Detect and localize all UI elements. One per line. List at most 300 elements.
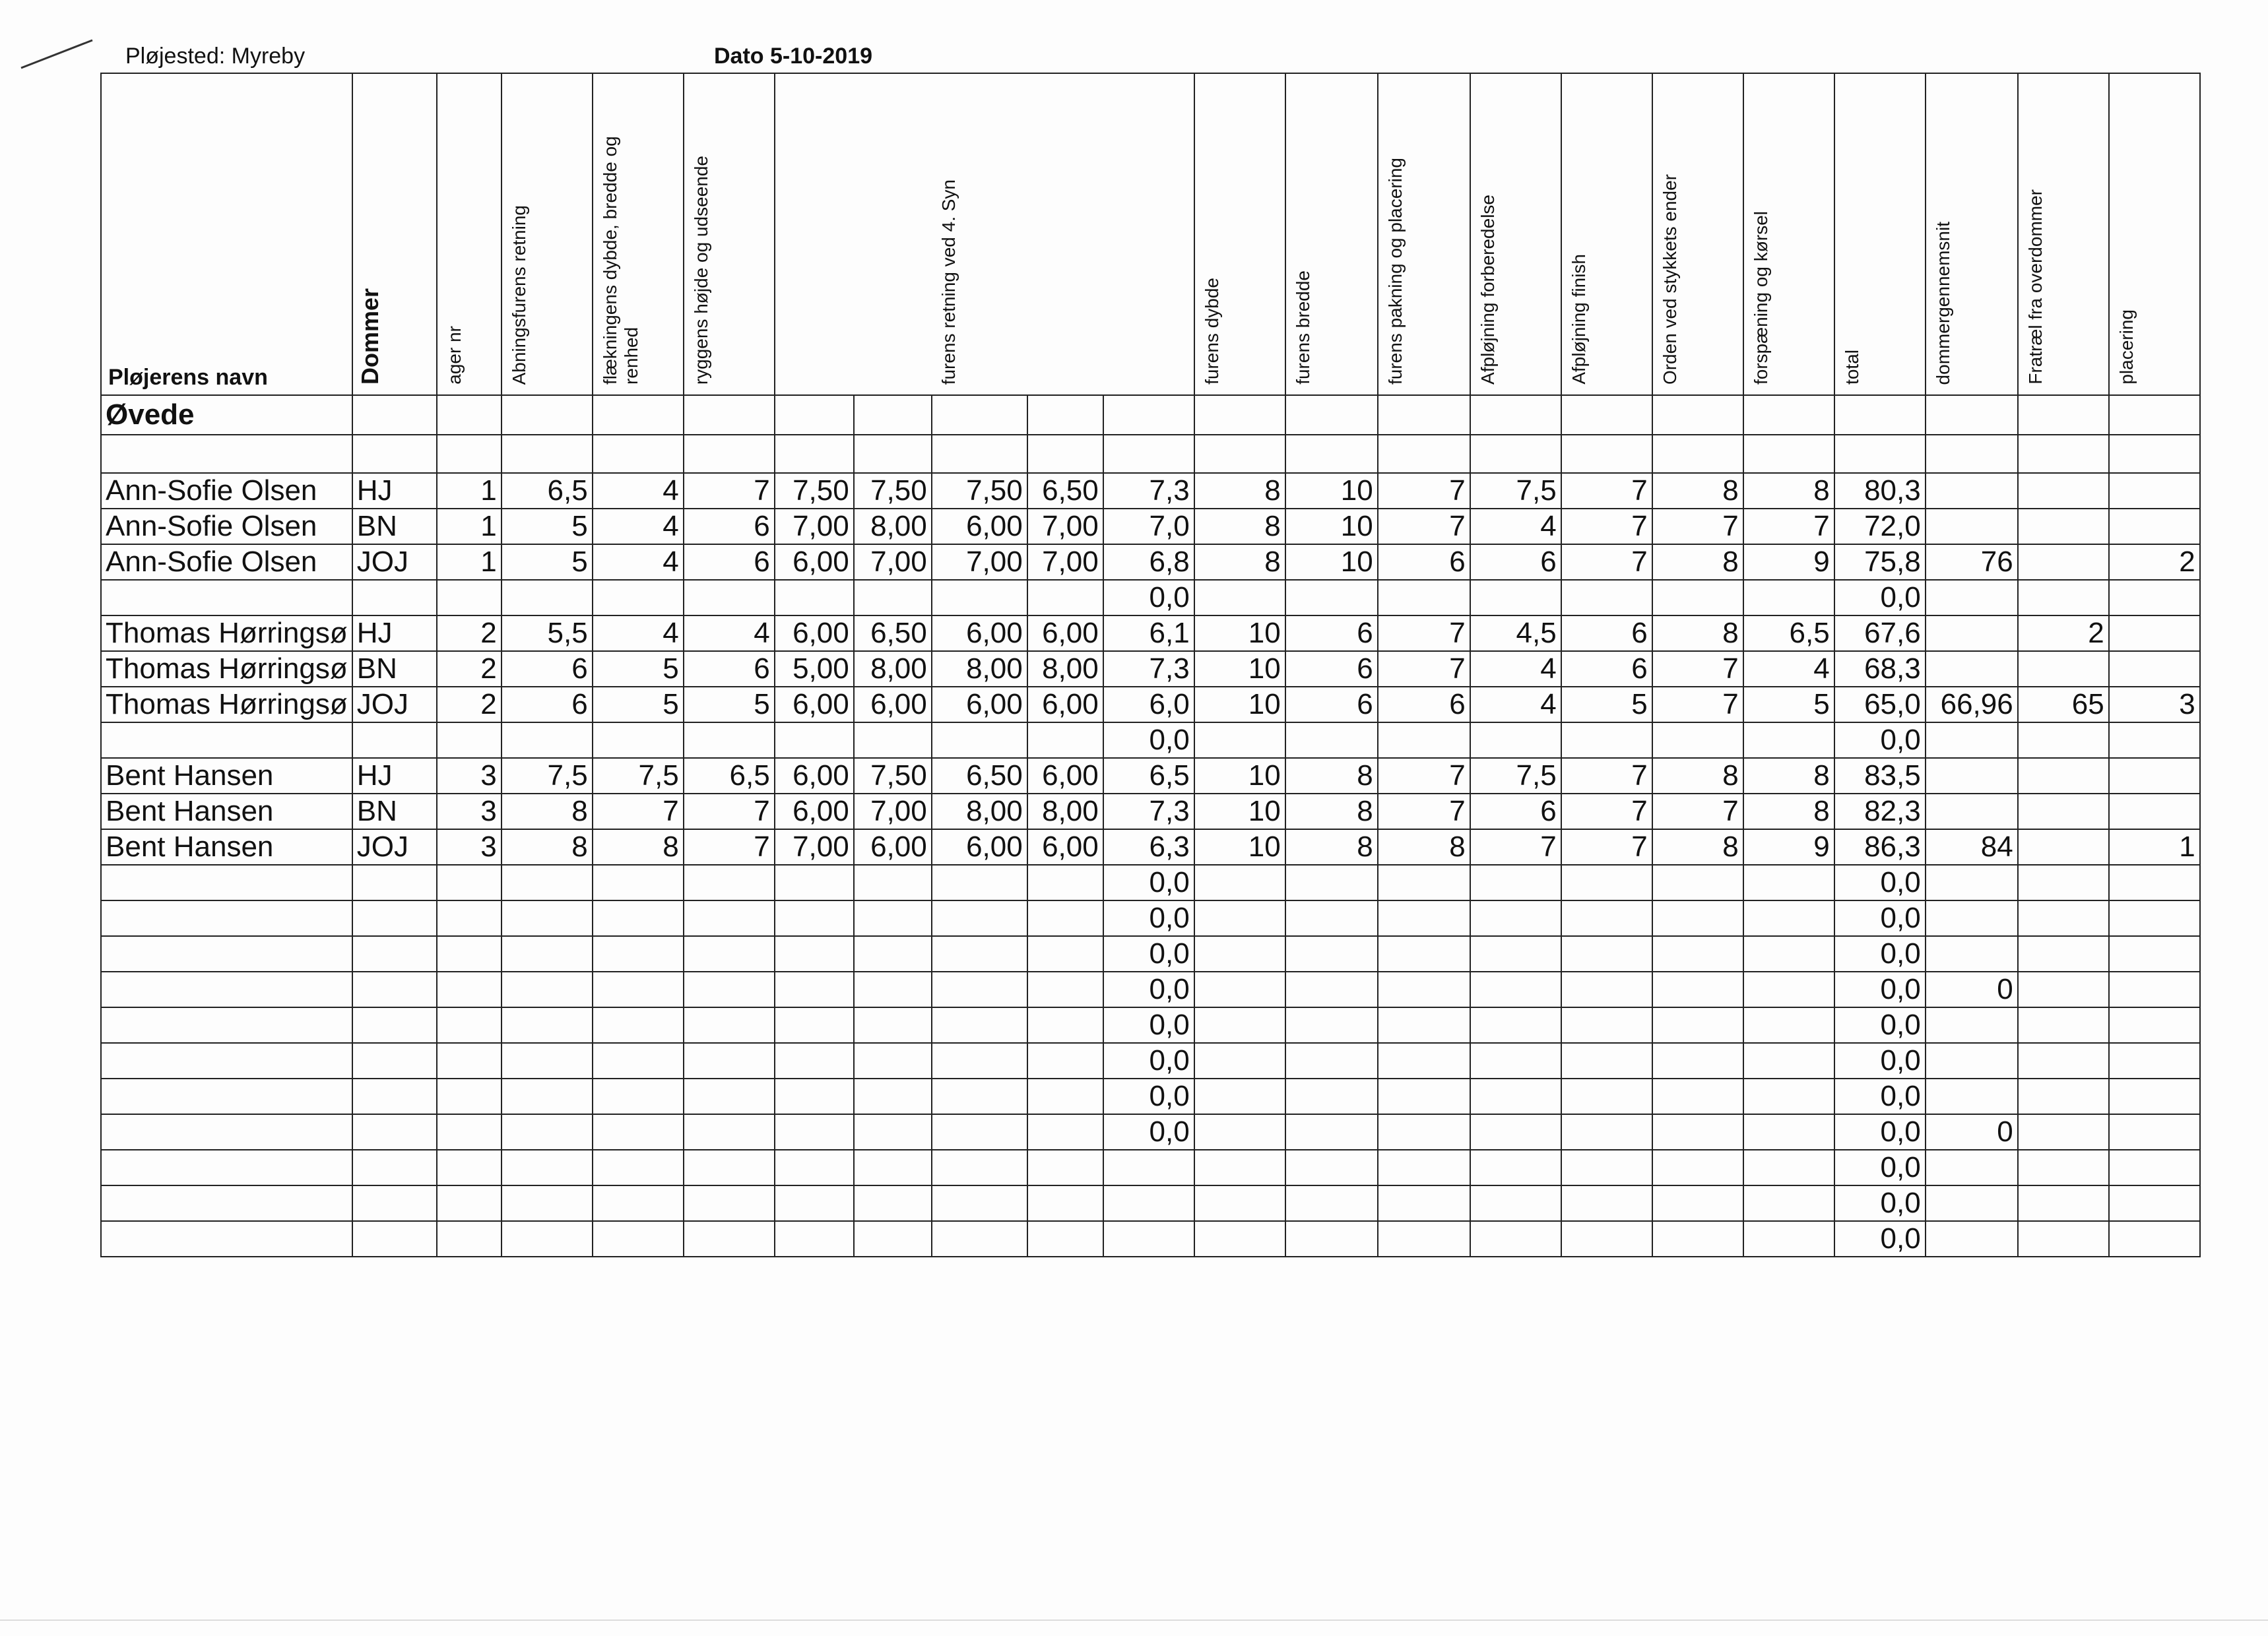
cell-score: 6 bbox=[1285, 615, 1378, 651]
cell-score bbox=[1470, 1221, 1561, 1257]
table-row bbox=[101, 722, 2200, 758]
section-title: Øvede bbox=[101, 395, 352, 435]
cell-score bbox=[1470, 972, 1561, 1007]
cell-score bbox=[1378, 900, 1470, 936]
cell-score bbox=[593, 1007, 684, 1043]
cell-score: 3 bbox=[2109, 687, 2200, 722]
cell-score: 7 bbox=[1561, 473, 1652, 509]
table-row bbox=[101, 1043, 2200, 1079]
table-row bbox=[101, 865, 2200, 900]
cell-judge bbox=[352, 1114, 437, 1150]
cell-score bbox=[1926, 580, 2018, 615]
cell-judge: JOJ bbox=[352, 829, 437, 865]
cell-score: 8 bbox=[1743, 758, 1834, 794]
cell-score: 6,5 bbox=[1103, 758, 1194, 794]
cell-judge bbox=[352, 722, 437, 758]
cell-score: 7 bbox=[593, 794, 684, 829]
cell-score bbox=[1103, 1221, 1194, 1257]
cell-score bbox=[593, 1043, 684, 1079]
spacer-row bbox=[101, 435, 2200, 473]
cell-name bbox=[101, 972, 352, 1007]
cell-score: 8 bbox=[1652, 544, 1743, 580]
cell-score: 8 bbox=[1285, 794, 1378, 829]
cell-score bbox=[437, 1114, 502, 1150]
cell-score: 0 bbox=[1926, 1114, 2018, 1150]
cell-score: 6 bbox=[1285, 687, 1378, 722]
cell-score bbox=[1743, 1079, 1834, 1114]
cell-score bbox=[684, 1007, 775, 1043]
cell-score bbox=[437, 900, 502, 936]
cell-name bbox=[101, 865, 352, 900]
cell-score: 0 bbox=[1926, 972, 2018, 1007]
cell-score bbox=[1926, 615, 2018, 651]
cell-score bbox=[593, 865, 684, 900]
cell-score bbox=[775, 1114, 854, 1150]
cell-score bbox=[1285, 972, 1378, 1007]
score-rows bbox=[101, 473, 2200, 1257]
cell-score: 7 bbox=[1561, 544, 1652, 580]
cell-score: 82,3 bbox=[1834, 794, 1926, 829]
date-label: Dato 5-10-2019 bbox=[714, 44, 873, 69]
cell-score bbox=[932, 865, 1027, 900]
cell-score: 6 bbox=[684, 509, 775, 544]
cell-score: 7,00 bbox=[1027, 509, 1103, 544]
cell-score: 7,0 bbox=[1103, 509, 1194, 544]
cell-score bbox=[1027, 1114, 1103, 1150]
cell-score: 4 bbox=[684, 615, 775, 651]
cell-score: 7 bbox=[1561, 794, 1652, 829]
cell-score: 6,00 bbox=[932, 829, 1027, 865]
cell-name bbox=[101, 580, 352, 615]
cell-score: 6,00 bbox=[932, 687, 1027, 722]
cell-score bbox=[932, 1150, 1027, 1185]
cell-score bbox=[854, 1114, 932, 1150]
cell-score bbox=[1194, 1114, 1285, 1150]
cell-score bbox=[932, 900, 1027, 936]
cell-score bbox=[2018, 865, 2109, 900]
cell-score: 5 bbox=[593, 687, 684, 722]
cell-score bbox=[1378, 1079, 1470, 1114]
cell-score bbox=[437, 936, 502, 972]
cell-score bbox=[1378, 1150, 1470, 1185]
cell-score bbox=[1194, 1150, 1285, 1185]
cell-score: 10 bbox=[1194, 615, 1285, 651]
cell-score bbox=[2018, 1150, 2109, 1185]
cell-score bbox=[1470, 936, 1561, 972]
header-c19: placering bbox=[2109, 73, 2200, 395]
cell-score: 1 bbox=[2109, 829, 2200, 865]
cell-score: 6 bbox=[502, 687, 593, 722]
cell-score: 7 bbox=[1652, 794, 1743, 829]
cell-score bbox=[1743, 865, 1834, 900]
cell-score: 7 bbox=[1470, 829, 1561, 865]
table-row bbox=[101, 687, 2200, 722]
cell-score: 7 bbox=[684, 829, 775, 865]
cell-score bbox=[1926, 936, 2018, 972]
cell-score bbox=[1743, 1114, 1834, 1150]
cell-score: 8,00 bbox=[854, 651, 932, 687]
cell-score bbox=[2109, 1007, 2200, 1043]
cell-score bbox=[593, 936, 684, 972]
cell-score: 0,0 bbox=[1834, 1221, 1926, 1257]
cell-score: 6,8 bbox=[1103, 544, 1194, 580]
cell-score: 6,50 bbox=[1027, 473, 1103, 509]
cell-score: 6,00 bbox=[775, 758, 854, 794]
cell-score bbox=[932, 1079, 1027, 1114]
cell-score: 2 bbox=[2109, 544, 2200, 580]
cell-score: 10 bbox=[1194, 687, 1285, 722]
cell-score: 5,5 bbox=[502, 615, 593, 651]
cell-name bbox=[101, 1221, 352, 1257]
cell-score bbox=[1027, 722, 1103, 758]
cell-score: 0,0 bbox=[1834, 1079, 1926, 1114]
header-c8 bbox=[1103, 73, 1194, 395]
cell-score bbox=[593, 972, 684, 1007]
cell-score bbox=[775, 865, 854, 900]
cell-score: 6,00 bbox=[775, 544, 854, 580]
cell-score bbox=[1561, 1221, 1652, 1257]
cell-score bbox=[1470, 1114, 1561, 1150]
cell-score: 84 bbox=[1926, 829, 2018, 865]
cell-score: 7,5 bbox=[1470, 758, 1561, 794]
table-row bbox=[101, 1150, 2200, 1185]
cell-score bbox=[1285, 1007, 1378, 1043]
cell-score: 0,0 bbox=[1103, 1043, 1194, 1079]
cell-score bbox=[2018, 900, 2109, 936]
cell-score: 7 bbox=[1561, 509, 1652, 544]
cell-score: 6,50 bbox=[854, 615, 932, 651]
cell-score bbox=[684, 580, 775, 615]
cell-score bbox=[2109, 580, 2200, 615]
cell-score bbox=[775, 936, 854, 972]
cell-judge bbox=[352, 972, 437, 1007]
cell-score bbox=[775, 1007, 854, 1043]
cell-score bbox=[684, 1150, 775, 1185]
cell-score bbox=[775, 1043, 854, 1079]
cell-score bbox=[775, 1150, 854, 1185]
cell-score: 72,0 bbox=[1834, 509, 1926, 544]
cell-score: 7,00 bbox=[932, 544, 1027, 580]
cell-score: 8,00 bbox=[932, 794, 1027, 829]
cell-score bbox=[1470, 900, 1561, 936]
table-row bbox=[101, 651, 2200, 687]
cell-score bbox=[854, 1079, 932, 1114]
cell-score: 0,0 bbox=[1103, 1114, 1194, 1150]
cell-score bbox=[1027, 972, 1103, 1007]
cell-score bbox=[437, 1079, 502, 1114]
cell-score bbox=[1926, 865, 2018, 900]
cell-judge bbox=[352, 1043, 437, 1079]
cell-score bbox=[1926, 758, 2018, 794]
cell-score: 8,00 bbox=[1027, 794, 1103, 829]
cell-score bbox=[2109, 509, 2200, 544]
cell-score: 8 bbox=[502, 794, 593, 829]
cell-score bbox=[1194, 900, 1285, 936]
cell-score: 8 bbox=[1194, 544, 1285, 580]
cell-score bbox=[437, 1043, 502, 1079]
cell-score bbox=[1027, 1079, 1103, 1114]
cell-score bbox=[1561, 865, 1652, 900]
cell-score: 6 bbox=[1561, 615, 1652, 651]
cell-score: 8 bbox=[1194, 509, 1285, 544]
cell-score bbox=[2018, 1185, 2109, 1221]
cell-score bbox=[502, 1221, 593, 1257]
cell-score: 6,00 bbox=[854, 687, 932, 722]
cell-score: 0,0 bbox=[1103, 580, 1194, 615]
cell-score bbox=[1027, 1150, 1103, 1185]
cell-score bbox=[1652, 900, 1743, 936]
cell-score bbox=[1194, 722, 1285, 758]
cell-score: 4,5 bbox=[1470, 615, 1561, 651]
cell-score bbox=[2109, 1185, 2200, 1221]
cell-score bbox=[1561, 1150, 1652, 1185]
cell-score bbox=[2109, 900, 2200, 936]
header-c18: Fratræl fra overdommer bbox=[2018, 73, 2109, 395]
cell-score bbox=[1652, 865, 1743, 900]
cell-score bbox=[1743, 1043, 1834, 1079]
cell-score bbox=[1561, 1007, 1652, 1043]
cell-score bbox=[1926, 651, 2018, 687]
cell-score: 6,0 bbox=[1103, 687, 1194, 722]
cell-score bbox=[854, 1150, 932, 1185]
cell-score bbox=[437, 1185, 502, 1221]
cell-score: 66,96 bbox=[1926, 687, 2018, 722]
cell-score bbox=[1378, 1114, 1470, 1150]
cell-score: 7 bbox=[684, 794, 775, 829]
table-row bbox=[101, 972, 2200, 1007]
cell-score bbox=[502, 900, 593, 936]
header-c7 bbox=[1027, 73, 1103, 395]
cell-score bbox=[854, 865, 932, 900]
cell-judge bbox=[352, 1150, 437, 1185]
cell-score: 8 bbox=[593, 829, 684, 865]
cell-judge bbox=[352, 1221, 437, 1257]
cell-score: 4 bbox=[593, 509, 684, 544]
cell-name: Bent Hansen bbox=[101, 829, 352, 865]
cell-score bbox=[437, 580, 502, 615]
cell-score: 7 bbox=[1652, 651, 1743, 687]
cell-score bbox=[1561, 1079, 1652, 1114]
cell-score: 2 bbox=[437, 615, 502, 651]
cell-score bbox=[2018, 758, 2109, 794]
cell-score bbox=[1652, 972, 1743, 1007]
cell-score bbox=[437, 1007, 502, 1043]
cell-score bbox=[502, 972, 593, 1007]
cell-score bbox=[2109, 865, 2200, 900]
cell-score bbox=[2018, 1221, 2109, 1257]
cell-score: 7,50 bbox=[854, 758, 932, 794]
cell-score bbox=[1285, 1043, 1378, 1079]
cell-score bbox=[2109, 473, 2200, 509]
cell-score bbox=[2018, 1043, 2109, 1079]
cell-score bbox=[854, 900, 932, 936]
cell-score bbox=[2018, 580, 2109, 615]
cell-score bbox=[1378, 722, 1470, 758]
cell-name bbox=[101, 1007, 352, 1043]
cell-score bbox=[1378, 1185, 1470, 1221]
cell-score: 1 bbox=[437, 473, 502, 509]
cell-score: 6,00 bbox=[775, 615, 854, 651]
cell-score bbox=[932, 722, 1027, 758]
cell-score bbox=[593, 580, 684, 615]
cell-score: 0,0 bbox=[1834, 936, 1926, 972]
cell-score bbox=[1743, 1221, 1834, 1257]
header-c2: flækningens dybde, bredde og renhed bbox=[593, 73, 684, 395]
cell-score bbox=[502, 1079, 593, 1114]
cell-judge: HJ bbox=[352, 615, 437, 651]
cell-score bbox=[1194, 1079, 1285, 1114]
cell-score: 5 bbox=[502, 544, 593, 580]
cell-score: 7 bbox=[1743, 509, 1834, 544]
cell-score bbox=[437, 1221, 502, 1257]
cell-score: 7 bbox=[1378, 794, 1470, 829]
cell-score: 7,5 bbox=[502, 758, 593, 794]
cell-score bbox=[1926, 1185, 2018, 1221]
cell-score: 75,8 bbox=[1834, 544, 1926, 580]
cell-score bbox=[854, 972, 932, 1007]
cell-score bbox=[932, 1221, 1027, 1257]
cell-score bbox=[1652, 1150, 1743, 1185]
cell-score bbox=[1743, 900, 1834, 936]
cell-score: 0,0 bbox=[1103, 900, 1194, 936]
cell-score bbox=[1652, 1079, 1743, 1114]
cell-score bbox=[932, 972, 1027, 1007]
cell-score bbox=[502, 936, 593, 972]
cell-score: 7 bbox=[1652, 509, 1743, 544]
cell-score bbox=[593, 722, 684, 758]
cell-score bbox=[2109, 615, 2200, 651]
cell-score bbox=[1194, 1007, 1285, 1043]
cell-score bbox=[1194, 865, 1285, 900]
cell-score bbox=[1285, 722, 1378, 758]
cell-score: 65,0 bbox=[1834, 687, 1926, 722]
cell-name bbox=[101, 1114, 352, 1150]
cell-score bbox=[1378, 865, 1470, 900]
cell-name bbox=[101, 1079, 352, 1114]
cell-score: 6,3 bbox=[1103, 829, 1194, 865]
cell-score bbox=[684, 972, 775, 1007]
cell-score bbox=[1285, 900, 1378, 936]
cell-name bbox=[101, 1185, 352, 1221]
cell-score bbox=[2018, 829, 2109, 865]
cell-score: 7,00 bbox=[854, 544, 932, 580]
cell-score bbox=[854, 936, 932, 972]
cell-score bbox=[593, 1185, 684, 1221]
cell-score: 0,0 bbox=[1834, 722, 1926, 758]
cell-name: Ann-Sofie Olsen bbox=[101, 544, 352, 580]
cell-score: 4 bbox=[1470, 509, 1561, 544]
cell-score: 6 bbox=[1561, 651, 1652, 687]
cell-score: 0,0 bbox=[1834, 972, 1926, 1007]
cell-score: 0,0 bbox=[1834, 1114, 1926, 1150]
cell-score: 2 bbox=[437, 687, 502, 722]
cell-score: 4 bbox=[1743, 651, 1834, 687]
score-table bbox=[100, 73, 2201, 1257]
cell-score: 0,0 bbox=[1103, 1007, 1194, 1043]
cell-score: 6,00 bbox=[854, 829, 932, 865]
cell-score: 2 bbox=[437, 651, 502, 687]
cell-score bbox=[1470, 1185, 1561, 1221]
cell-score: 6 bbox=[1470, 794, 1561, 829]
cell-score bbox=[2109, 722, 2200, 758]
cell-score bbox=[1470, 1079, 1561, 1114]
cell-score bbox=[1743, 1007, 1834, 1043]
cell-judge bbox=[352, 900, 437, 936]
cell-score bbox=[502, 722, 593, 758]
cell-score: 7,00 bbox=[1027, 544, 1103, 580]
cell-score: 80,3 bbox=[1834, 473, 1926, 509]
cell-judge bbox=[352, 580, 437, 615]
table-row bbox=[101, 509, 2200, 544]
cell-name bbox=[101, 1150, 352, 1185]
cell-score: 7,00 bbox=[775, 829, 854, 865]
header-c12: Afpløjning forberedelse bbox=[1470, 73, 1561, 395]
cell-score bbox=[1103, 1185, 1194, 1221]
cell-score bbox=[775, 972, 854, 1007]
cell-name: Bent Hansen bbox=[101, 794, 352, 829]
cell-name bbox=[101, 900, 352, 936]
cell-score: 6,50 bbox=[932, 758, 1027, 794]
cell-score: 0,0 bbox=[1103, 865, 1194, 900]
cell-score bbox=[1194, 1221, 1285, 1257]
cell-score bbox=[2018, 972, 2109, 1007]
cell-score: 7,3 bbox=[1103, 473, 1194, 509]
cell-name bbox=[101, 936, 352, 972]
header-c5 bbox=[854, 73, 932, 395]
cell-score bbox=[854, 1185, 932, 1221]
cell-score bbox=[2109, 972, 2200, 1007]
cell-score bbox=[1926, 1007, 2018, 1043]
header-c11: furens pakning og placering bbox=[1378, 73, 1470, 395]
cell-score bbox=[854, 580, 932, 615]
cell-score: 0,0 bbox=[1834, 1043, 1926, 1079]
cell-score: 7 bbox=[1561, 829, 1652, 865]
cell-score bbox=[1027, 865, 1103, 900]
cell-score bbox=[1926, 1079, 2018, 1114]
cell-score bbox=[1378, 936, 1470, 972]
cell-score: 7,3 bbox=[1103, 651, 1194, 687]
cell-score: 7,50 bbox=[932, 473, 1027, 509]
place-label: Pløjested: Myreby bbox=[125, 44, 306, 69]
cell-score: 5 bbox=[1561, 687, 1652, 722]
cell-score bbox=[1926, 722, 2018, 758]
cell-score: 5 bbox=[502, 509, 593, 544]
table-row bbox=[101, 758, 2200, 794]
cell-score bbox=[502, 1043, 593, 1079]
cell-score bbox=[1285, 580, 1378, 615]
table-row bbox=[101, 1185, 2200, 1221]
cell-score bbox=[1743, 580, 1834, 615]
cell-score bbox=[2018, 1114, 2109, 1150]
cell-score: 10 bbox=[1285, 473, 1378, 509]
cell-score bbox=[684, 722, 775, 758]
cell-score: 6,00 bbox=[932, 615, 1027, 651]
cell-score: 0,0 bbox=[1103, 972, 1194, 1007]
header-c15: forspæning og kørsel bbox=[1743, 73, 1834, 395]
cell-score: 10 bbox=[1194, 829, 1285, 865]
cell-score: 6,1 bbox=[1103, 615, 1194, 651]
cell-score bbox=[2018, 936, 2109, 972]
cell-score: 6,00 bbox=[1027, 758, 1103, 794]
cell-score: 3 bbox=[437, 758, 502, 794]
cell-score: 10 bbox=[1194, 794, 1285, 829]
cell-score bbox=[2109, 758, 2200, 794]
cell-score bbox=[1561, 972, 1652, 1007]
cell-score: 7,50 bbox=[775, 473, 854, 509]
cell-score bbox=[437, 865, 502, 900]
header-judge: Dommer bbox=[352, 73, 437, 395]
cell-score bbox=[775, 722, 854, 758]
